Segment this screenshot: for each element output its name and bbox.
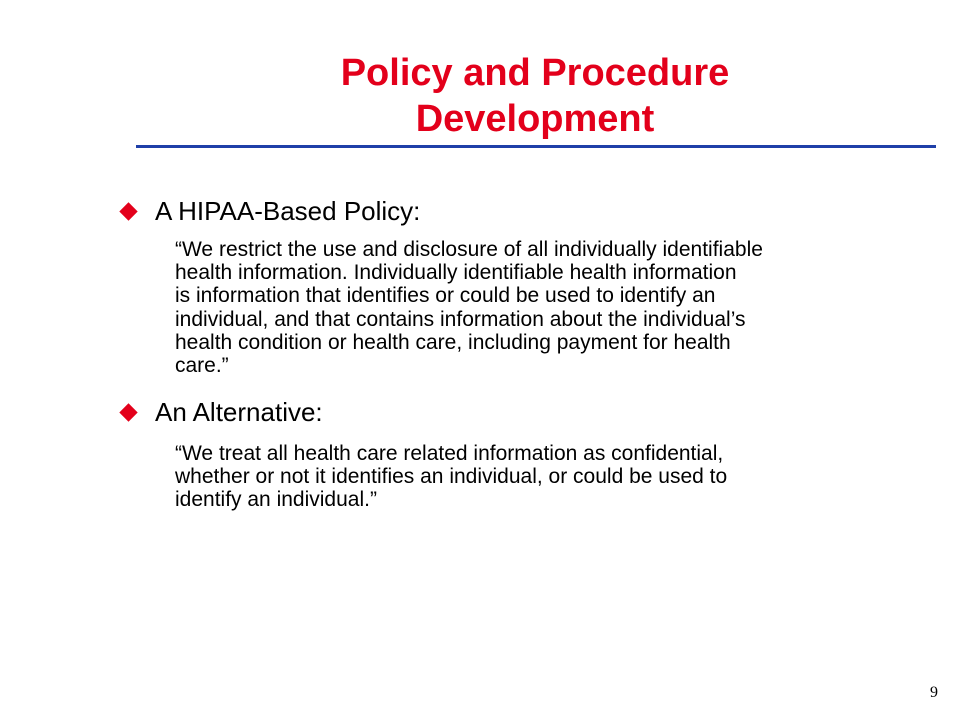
diamond-bullet-icon — [119, 403, 137, 421]
quote-line: is information that identifies or could be used to identify an — [175, 284, 716, 308]
quote-line: health information. Individually identifiable health information — [175, 261, 737, 285]
quote-line: identify an individual.” — [175, 488, 377, 512]
diamond-bullet-icon — [119, 202, 137, 220]
slide-title — [130, 50, 940, 142]
quote-line: whether or not it identifies an individual, or could be used to — [175, 465, 728, 489]
bullet-hipaa-policy — [120, 196, 420, 226]
quote-line: “We restrict the use and disclosure of all individually identifiable — [175, 238, 763, 261]
slide-title-line-1: Policy and Procedure — [340, 52, 730, 94]
hipaa-policy-quote — [175, 238, 943, 378]
slide-title-line-2: Development — [415, 98, 655, 140]
bullet-alternative-label: An Alternative: — [155, 397, 323, 427]
quote-line: individual, and that contains information about the individual’s — [175, 307, 746, 331]
bullet-hipaa-policy-label: A HIPAA-Based Policy: — [155, 196, 421, 226]
bullet-alternative — [120, 397, 323, 427]
title-divider — [136, 145, 936, 148]
page-number: 9 — [930, 684, 938, 701]
quote-line: “We treat all health care related information as confidential, — [175, 442, 724, 465]
quote-line: health condition or health care, including payment for health — [175, 330, 731, 354]
alternative-quote — [175, 442, 943, 512]
quote-line: care.” — [175, 354, 229, 378]
